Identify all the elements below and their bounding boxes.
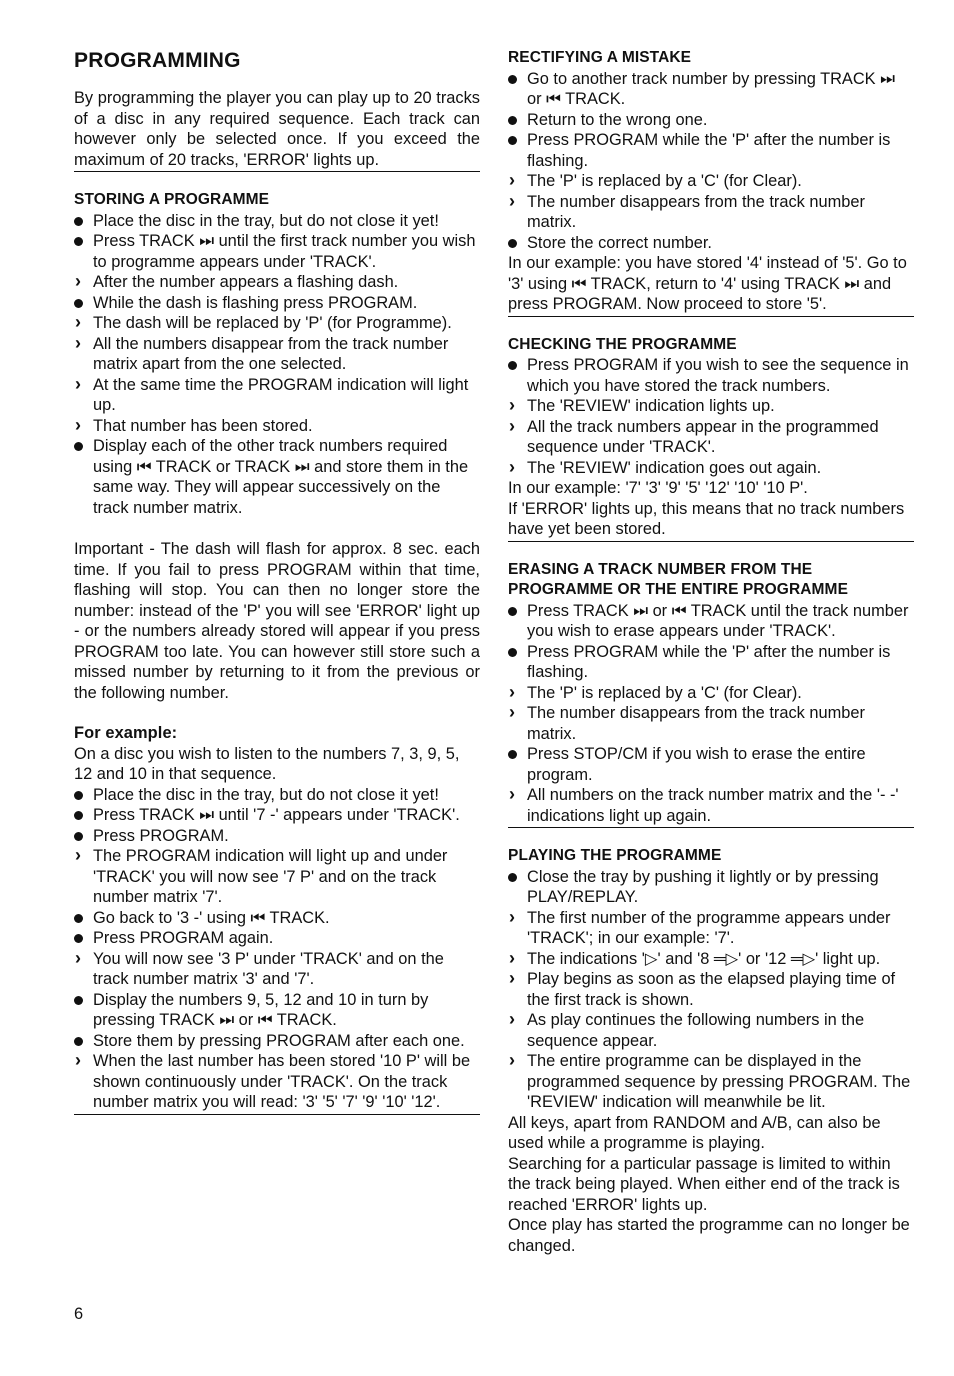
instruction-step [74, 805, 480, 826]
step-text: Press PROGRAM while the 'P' after the number is flashing. [527, 131, 891, 170]
instruction-step [508, 744, 914, 785]
checking-error-note: If 'ERROR' lights up, this means that no track numbers have yet been stored. [508, 499, 905, 538]
checking-list [508, 355, 914, 478]
step-text: The 'P' is replaced by a 'C' (for Clear). [527, 172, 802, 190]
rectifying-list [508, 69, 914, 254]
result-step [508, 683, 914, 704]
step-text: The indications '▷' and '8 ═▷' or '12 ═▷' light up. [527, 949, 881, 968]
result-step [508, 396, 914, 417]
step-text: All the numbers disappear from the track number matrix apart from the one selected. [93, 334, 449, 373]
instruction-step [74, 990, 480, 1031]
example-intro: On a disc you wish to listen to the numbers 7, 3, 9, 5, 12 and 10 in that sequence. [74, 744, 460, 783]
step-text: The number disappears from the track number matrix. [527, 192, 865, 231]
result-step [508, 1051, 914, 1113]
instruction-step [74, 785, 480, 806]
step-text: As play continues the following numbers in the sequence appear. [527, 1011, 865, 1050]
result-step [74, 1051, 480, 1113]
step-text: After the number appears a flashing dash. [93, 273, 399, 291]
step-text: Press PROGRAM. [93, 826, 229, 845]
example-list [74, 785, 480, 1113]
instruction-step [508, 130, 914, 171]
step-text: All numbers on the track number matrix and the '- -' indications light up again. [527, 786, 899, 825]
instruction-step [508, 867, 914, 908]
step-text: The 'REVIEW' indication goes out again. [527, 458, 822, 477]
result-step [74, 334, 480, 375]
rectifying-note: In our example: you have stored '4' instead of '5'. Go to '3' using ⏮ TRACK, return to '4' using TRACK ⏭ and press PROGRAM. Now proceed to store '5'. [508, 254, 907, 313]
instruction-step [74, 436, 480, 518]
step-text: Place the disc in the tray, but do not close it yet! [93, 785, 439, 804]
right-column [508, 48, 914, 1257]
intro-section [74, 88, 480, 172]
result-step [74, 949, 480, 990]
result-step [74, 375, 480, 416]
checking-example: In our example: '7' '3' '9' '5' '12' '10' '10 P'. [508, 479, 808, 497]
step-text: Press TRACK ⏭ until the first track number you wish to programme appears under 'TRACK'. [93, 232, 476, 271]
result-step [508, 969, 914, 1010]
step-text: All the track numbers appear in the programmed sequence under 'TRACK'. [527, 417, 879, 456]
rectifying-heading: RECTIFYING A MISTAKE [508, 49, 692, 66]
step-text: That number has been stored. [93, 416, 313, 435]
step-text: Place the disc in the tray, but do not close it yet! [93, 211, 439, 230]
step-text: Go to another track number by pressing TRACK ⏭ or ⏮ TRACK. [527, 69, 895, 108]
step-text: At the same time the PROGRAM indication will light up. [93, 375, 469, 414]
playing-note-change: Once play has started the programme can no longer be changed. [508, 1216, 910, 1255]
erasing-section [508, 560, 914, 829]
instruction-step [508, 110, 914, 131]
step-text: Go back to '3 -' using ⏮ TRACK. [93, 908, 330, 927]
step-text: Press PROGRAM if you wish to see the sequence in which you have stored the track numbers. [527, 356, 909, 395]
storing-section [74, 190, 480, 519]
step-text: Press TRACK ⏭ until '7 -' appears under 'TRACK'. [93, 806, 460, 824]
instruction-step [508, 601, 914, 642]
instruction-step [74, 826, 480, 847]
instruction-step [74, 231, 480, 272]
checking-section [508, 335, 914, 542]
instruction-step [508, 233, 914, 254]
playing-section [508, 846, 914, 1257]
step-text: The entire programme can be displayed in the programmed sequence by pressing PROGRAM. The 'REVIEW' indication will meanwhile be lit. [527, 1052, 911, 1111]
instruction-step [74, 1031, 480, 1052]
instruction-step [508, 69, 914, 110]
step-text: The 'REVIEW' indication lights up. [527, 397, 775, 415]
result-step [508, 1010, 914, 1051]
step-text: Press STOP/CM if you wish to erase the entire program. [527, 745, 866, 784]
result-step [508, 949, 914, 970]
step-text: The first number of the programme appears under 'TRACK'; in our example: '7'. [527, 908, 891, 947]
left-column [74, 48, 480, 1115]
step-text: Display the numbers 9, 5, 12 and 10 in turn by pressing TRACK ⏭ or ⏮ TRACK. [93, 990, 429, 1029]
step-text: The number disappears from the track number matrix. [527, 704, 865, 743]
erasing-list [508, 601, 914, 827]
step-text: The dash will be replaced by 'P' (for Programme). [93, 314, 452, 332]
step-text: Press TRACK ⏭ or ⏮ TRACK until the track number you wish to erase appears under 'TRACK'. [527, 601, 909, 640]
step-text: Store them by pressing PROGRAM after each one. [93, 1031, 465, 1050]
step-text: Press PROGRAM again. [93, 929, 274, 947]
step-text: When the last number has been stored '10 P' will be shown continuously under 'TRACK'. On the track number matrix you will read: '3' '5' '7' '9' '10' '12'. [93, 1052, 471, 1111]
instruction-step [508, 355, 914, 396]
result-step [74, 846, 480, 908]
storing-list [74, 211, 480, 519]
erasing-heading [508, 560, 914, 601]
page-number: 6 [74, 1305, 84, 1323]
instruction-step [74, 211, 480, 232]
result-step [508, 192, 914, 233]
result-step [74, 416, 480, 437]
step-text: Play begins as soon as the elapsed playing time of the first track is shown. [527, 970, 896, 1009]
step-text: Close the tray by pushing it lightly or by pressing PLAY/REPLAY. [527, 867, 879, 906]
example-section [74, 723, 480, 1115]
step-text: Store the correct number. [527, 233, 712, 252]
playing-heading: PLAYING THE PROGRAMME [508, 847, 722, 864]
step-text: The PROGRAM indication will light up and under 'TRACK' you will now see '7 P' and on the track number matrix '7'. [93, 847, 448, 906]
instruction-step [508, 642, 914, 683]
playing-note-search: Searching for a particular passage is limited to within the track being played. When either end of the track is reached 'ERROR' lights up. [508, 1154, 900, 1214]
step-text: Press PROGRAM while the 'P' after the number is flashing. [527, 642, 891, 681]
playing-note-keys: All keys, apart from RANDOM and A/B, can also be used while a programme is playing. [508, 1113, 881, 1152]
rectifying-section [508, 48, 914, 317]
instruction-step [74, 928, 480, 949]
instruction-step [74, 293, 480, 314]
playing-list [508, 867, 914, 1113]
result-step [74, 272, 480, 293]
result-step [508, 417, 914, 458]
important-note: Important - The dash will flash for approx. 8 sec. each time. If you fail to press PROGRAM within that time, flashing will stop. You can then no longer store the number: instead of the 'P' you will see 'ERROR' light up - or the numbers already stored will appear if you press PROGRAM too late. You can however still store such a missed number by returning to it from the previous or the following number. [74, 540, 480, 702]
example-heading: For example: [74, 724, 178, 742]
page-title: PROGRAMMING [74, 49, 241, 72]
step-text: While the dash is flashing press PROGRAM. [93, 293, 418, 312]
step-text: The 'P' is replaced by a 'C' (for Clear). [527, 683, 802, 702]
checking-heading: CHECKING THE PROGRAMME [508, 335, 737, 353]
step-text: Display each of the other track numbers required using ⏮ TRACK or TRACK ⏭ and store them in the same way. They will appear successively on the track number matrix. [93, 437, 469, 517]
storing-heading: STORING A PROGRAMME [74, 191, 270, 208]
result-step [508, 785, 914, 826]
result-step [74, 313, 480, 334]
step-text: Return to the wrong one. [527, 110, 708, 129]
erasing-heading-line1: ERASING A TRACK NUMBER FROM THE [508, 560, 813, 578]
step-text: You will now see '3 P' under 'TRACK' and on the track number matrix '3' and '7'. [93, 949, 444, 988]
result-step [508, 703, 914, 744]
result-step [508, 908, 914, 949]
erasing-heading-line2: PROGRAMME OR THE ENTIRE PROGRAMME [508, 581, 849, 598]
result-step [508, 458, 914, 479]
result-step [508, 171, 914, 192]
intro-paragraph: By programming the player you can play up to 20 tracks of a disc in any required sequence. Each track can however only be selected once. If you exceed the maximum of 20 tracks, 'ERROR' lights up. [74, 89, 480, 169]
instruction-step [74, 908, 480, 929]
